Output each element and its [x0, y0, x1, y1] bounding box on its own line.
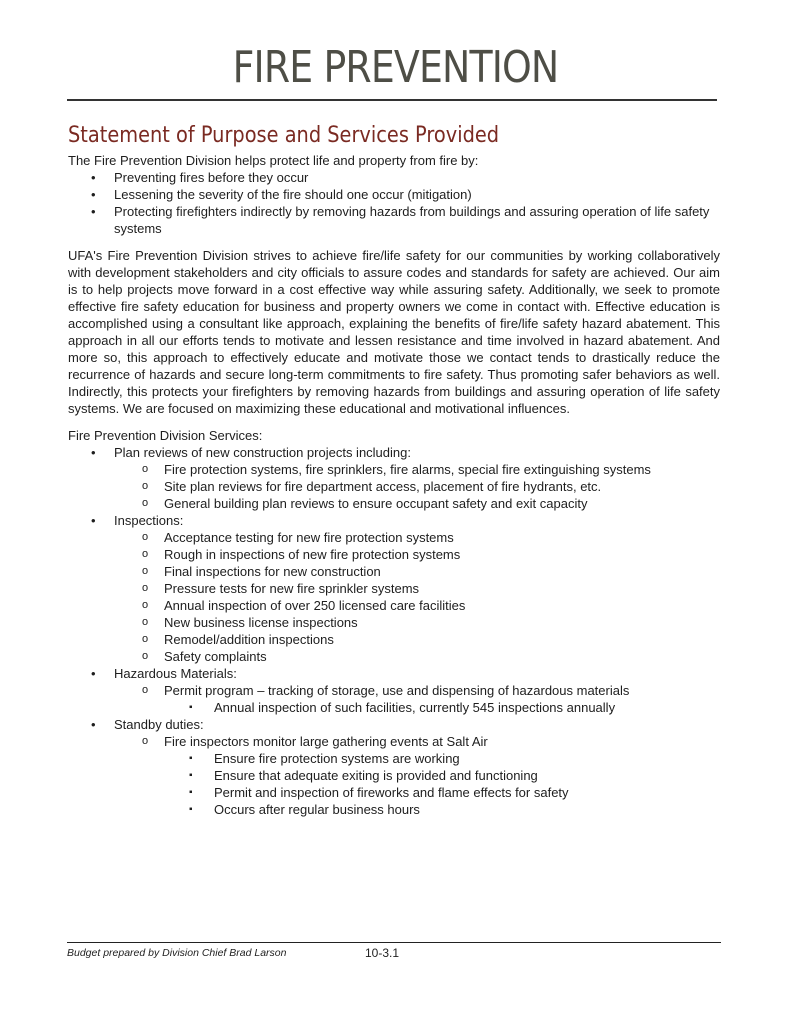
list-item: ▪ Occurs after regular business hours	[189, 802, 420, 817]
circle-bullet-icon: o	[142, 531, 149, 543]
square-bullet-icon: ▪	[189, 787, 193, 798]
circle-bullet-icon: o	[142, 616, 149, 628]
service-group	[68, 444, 720, 512]
bullet-icon: •	[91, 187, 96, 202]
circle-bullet-icon: o	[142, 497, 149, 509]
services-label: Fire Prevention Division Services:	[68, 428, 263, 443]
service-group	[68, 512, 720, 665]
footer-prepared-by: Budget prepared by Division Chief Brad Larson	[67, 947, 287, 959]
circle-bullet-icon: o	[142, 684, 149, 696]
list-item: o Fire inspectors monitor large gathering events at Salt Air ▪ Ensure fire protection systems are working ▪ Ensure that adequate exiting is provided and functioning ▪ Permit and inspection of fireworks and flame effects for safety ▪ Occurs after regular business hours	[114, 733, 720, 818]
intro-text: The Fire Prevention Division helps protect life and property from fire by:	[68, 153, 479, 168]
circle-bullet-icon: o	[142, 582, 149, 594]
list-item: • Lessening the severity of the fire should one occur (mitigation)	[91, 187, 472, 202]
services-list	[68, 444, 720, 818]
circle-bullet-icon: o	[142, 565, 149, 577]
page-title: FIRE PREVENTION	[232, 42, 559, 93]
circle-bullet-icon: o	[142, 633, 149, 645]
list-item: o Fire protection systems, fire sprinklers, fire alarms, special fire extinguishing systems	[142, 462, 651, 477]
list-item: o Rough in inspections of new fire protection systems	[142, 547, 461, 562]
bullet-icon: •	[91, 513, 96, 528]
service-group-title: Hazardous Materials:	[114, 666, 237, 681]
circle-bullet-icon: o	[142, 650, 149, 662]
service-group-title: Inspections:	[114, 513, 184, 528]
service-group-title: Plan reviews of new construction projects including:	[114, 445, 411, 460]
bullet-icon: •	[91, 204, 96, 219]
list-item: o Pressure tests for new fire sprinkler systems	[142, 581, 420, 596]
list-item: o Safety complaints	[142, 649, 267, 664]
bullet-icon: •	[91, 170, 96, 185]
page-number: 10-3.1	[365, 946, 400, 960]
document-body	[68, 152, 720, 818]
list-item: o Annual inspection of over 250 licensed care facilities	[142, 598, 466, 613]
section-heading: Statement of Purpose and Services Provided	[68, 123, 500, 148]
circle-bullet-icon: o	[142, 735, 149, 747]
square-bullet-icon: ▪	[189, 804, 193, 815]
list-item: ▪ Ensure fire protection systems are working	[189, 751, 460, 766]
bullet-icon: •	[91, 445, 96, 460]
service-group	[68, 665, 720, 716]
list-item: o Final inspections for new construction	[142, 564, 381, 579]
service-group	[68, 716, 720, 818]
bullet-icon: •	[91, 666, 96, 681]
circle-bullet-icon: o	[142, 463, 149, 475]
list-item: • Preventing fires before they occur	[91, 170, 309, 185]
footer-divider	[67, 942, 721, 943]
square-bullet-icon: ▪	[189, 753, 193, 764]
list-item: ▪ Annual inspection of such facilities, currently 545 inspections annually	[189, 700, 616, 715]
bullet-icon: •	[91, 717, 96, 732]
circle-bullet-icon: o	[142, 480, 149, 492]
square-bullet-icon: ▪	[189, 770, 193, 781]
list-item: • Protecting firefighters indirectly by removing hazards from buildings and assuring operation of life safety systems	[91, 204, 710, 236]
list-item: ▪ Ensure that adequate exiting is provided and functioning	[189, 768, 538, 783]
list-item: ▪ Permit and inspection of fireworks and flame effects for safety	[189, 785, 569, 800]
list-item: o General building plan reviews to ensure occupant safety and exit capacity	[142, 496, 588, 511]
list-item: o Remodel/addition inspections	[142, 632, 334, 647]
intro-bullet-list	[68, 169, 720, 237]
circle-bullet-icon: o	[142, 599, 149, 611]
title-divider	[67, 99, 717, 101]
square-bullet-icon: ▪	[189, 702, 193, 713]
purpose-paragraph: UFA's Fire Prevention Division strives to achieve fire/life safety for our communities by working collaboratively with development stakeholders and city officials to assure codes and standards for safety are achieved. Our aim is to help projects move forward in a cost effective way while assuring safety. Additionally, we seek to promote effective fire safety education for business and property owners we come in contact with. Effective education is accomplished using a consultant like approach, explaining the benefits of fire/life safety hazard abatement. This approach in all our efforts tends to motivate and lessen resistance and time involved in hazard abatement. And more so, this approach to effectively educate and motivate those we contact tends to drastically reduce the recurrence of hazards and secure long-term commitments to fire safety. Thus promoting safer behaviors as well. Indirectly, this protects your firefighters by removing hazards from buildings and assuring operation of life safety systems. We are focused on maximizing these educational and motivational influences.	[68, 248, 720, 416]
list-item: o Permit program – tracking of storage, use and dispensing of hazardous materials ▪ Annual inspection of such facilities, currently 545 inspections annually	[114, 682, 720, 716]
list-item: o Acceptance testing for new fire protection systems	[142, 530, 454, 545]
list-item: o Site plan reviews for fire department access, placement of fire hydrants, etc.	[142, 479, 602, 494]
circle-bullet-icon: o	[142, 548, 149, 560]
service-group-title: Standby duties:	[114, 717, 204, 732]
list-item: o New business license inspections	[142, 615, 358, 630]
